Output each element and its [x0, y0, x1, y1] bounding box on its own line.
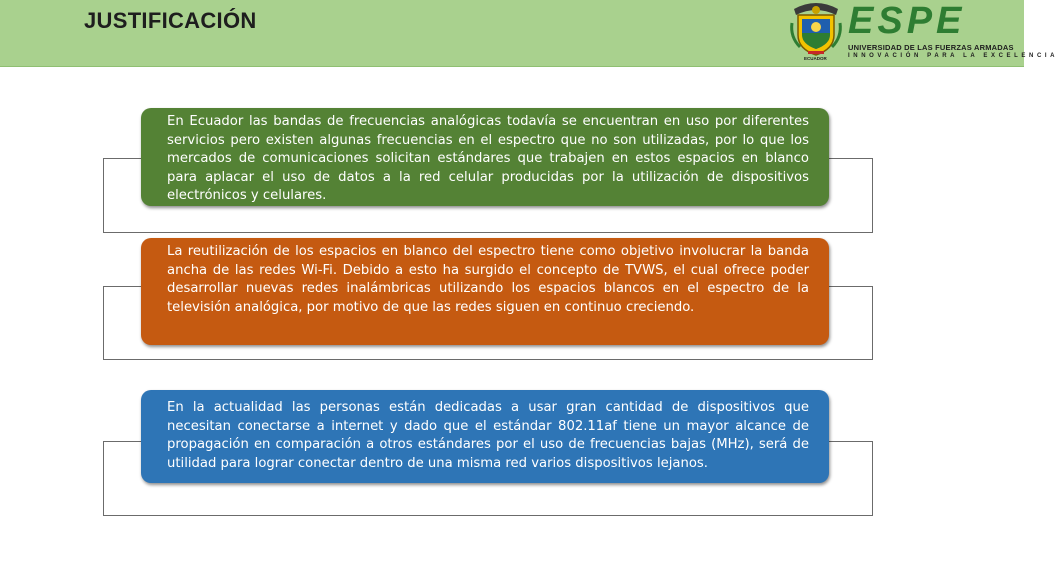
- block-2-text: La reutilización de los espacios en blanco del espectro tiene como objetivo involucrar la banda ancha de las redes Wi-Fi. Debido a esto ha surgido el concepto de TVWS, el cual ofrece poder desarrollar nuevas redes inalámbricas utilizando los espacios blancos en el espectro de la televisión analógica, por motivo de que las redes siguen en continuo creciendo.: [167, 244, 809, 315]
- coat-of-arms-icon: [788, 1, 844, 59]
- block-2-card: [141, 238, 829, 345]
- block-1-card: [141, 108, 829, 206]
- espe-logo: [786, 0, 1058, 65]
- logo-tagline: INNOVACIÓN PARA LA EXCELENCIA: [848, 53, 1058, 59]
- block-3-card: [141, 390, 829, 483]
- logo-country-label: ECUADOR: [804, 56, 827, 61]
- slide-header: [0, 0, 1058, 67]
- block-3-text: En la actualidad las personas están dedicadas a usar gran cantidad de dispositivos que necesitan conectarse a internet y dado que el estándar 802.11af tiene un mayor alcance de propagación en comparación a otros estándares por el uso de frecuencias bajas (MHz), será de utilidad para lograr conectar dentro de una misma red varios dispositivos lejanos.: [167, 400, 809, 471]
- block-1-text: En Ecuador las bandas de frecuencias analógicas todavía se encuentran en uso por diferentes servicios pero existen algunas frecuencias en el espectro que no son utilizadas, por lo que los mercados de comunicaciones solicitan estándares que trabajen en estos espacios en blanco para aplacar el uso de datos a la red celular producidas por la utilización de dispositivos electrónicos y celulares.: [167, 114, 809, 203]
- logo-subtitle: UNIVERSIDAD DE LAS FUERZAS ARMADAS: [848, 43, 1014, 52]
- logo-brand-text: ESPE: [848, 0, 966, 42]
- slide-title: JUSTIFICACIÓN: [84, 8, 257, 33]
